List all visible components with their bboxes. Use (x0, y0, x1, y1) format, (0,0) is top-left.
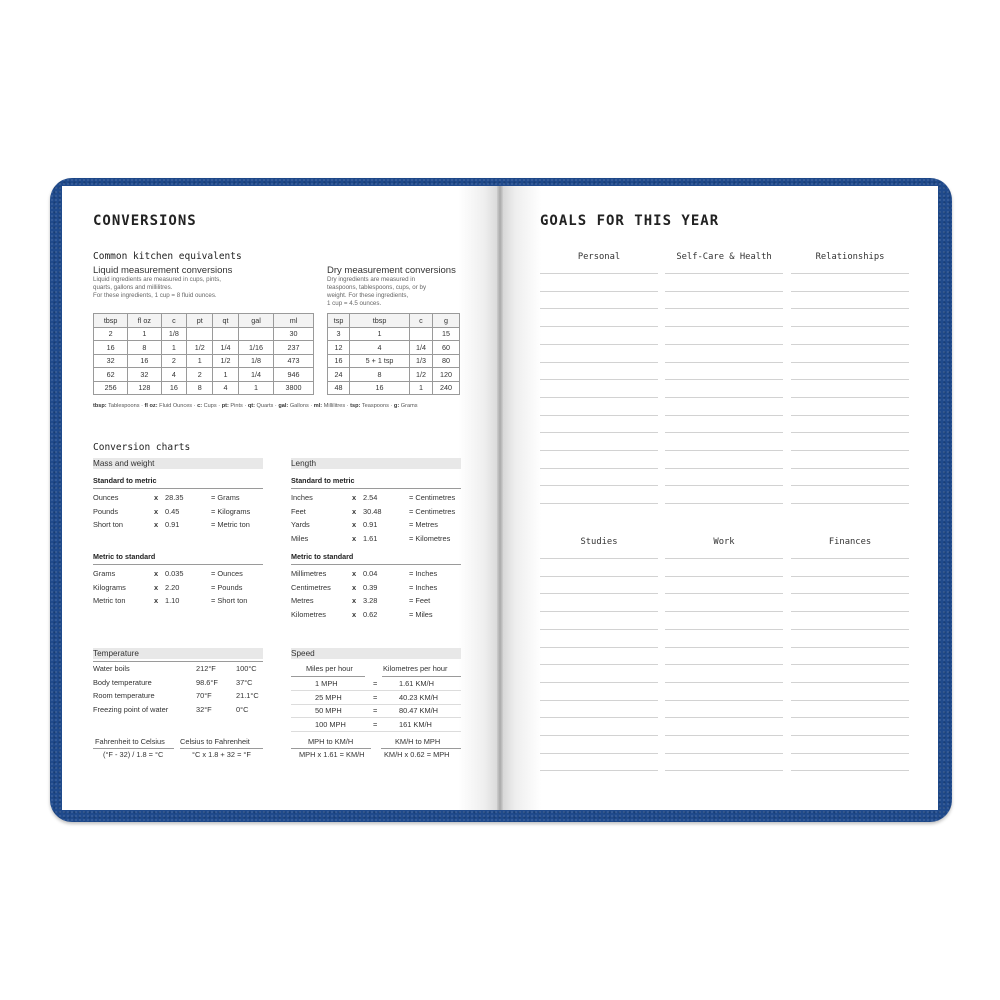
table-cell: 1 (350, 327, 410, 341)
writing-line[interactable] (791, 362, 909, 363)
writing-line[interactable] (540, 485, 658, 486)
writing-line[interactable] (540, 753, 658, 754)
table-cell: 16 (328, 354, 350, 368)
charts-heading: Conversion charts (93, 442, 191, 453)
writing-line[interactable] (540, 503, 658, 504)
table-cell (410, 327, 433, 341)
table-cell (213, 327, 239, 341)
writing-line[interactable] (665, 291, 783, 292)
writing-line[interactable] (665, 735, 783, 736)
writing-line[interactable] (791, 326, 909, 327)
table-cell: 1/16 (238, 341, 273, 355)
speed-columns: Miles per hour Kilometres per hour (306, 664, 448, 673)
divider (291, 564, 461, 565)
temperature-row: Freezing point of water 32°F 0°C (93, 704, 249, 714)
goal-column-title: Work (713, 537, 735, 547)
writing-line[interactable] (791, 397, 909, 398)
table-row (328, 341, 460, 355)
speed-row: 25 MPH = 40.23 KM/H (315, 692, 439, 702)
mph-to-kmh-label: MPH to KM/H (308, 737, 354, 746)
writing-line[interactable] (665, 273, 783, 274)
table-cell: 62 (94, 368, 128, 382)
writing-line[interactable] (540, 379, 658, 380)
conversion-row: Grams x 0.035 = Ounces (93, 569, 243, 578)
writing-line[interactable] (665, 362, 783, 363)
writing-line[interactable] (540, 770, 658, 771)
column-header: g (432, 314, 459, 328)
divider (93, 488, 263, 489)
table-cell: 1/4 (410, 341, 433, 355)
table-cell: 2 (187, 368, 213, 382)
table-row (328, 354, 460, 368)
writing-line[interactable] (791, 558, 909, 559)
mass-s2m-heading: Standard to metric (93, 476, 157, 485)
writing-line[interactable] (665, 485, 783, 486)
writing-line[interactable] (791, 415, 909, 416)
divider (291, 676, 365, 677)
writing-line[interactable] (540, 647, 658, 648)
c2f-formula: °C x 1.8 + 32 = °F (192, 750, 251, 759)
table-cell: 8 (187, 381, 213, 395)
conversion-row: Feet x 30.48 = Centimetres (291, 506, 456, 516)
writing-line[interactable] (540, 611, 658, 612)
goal-column-title: Finances (828, 537, 872, 547)
conversion-row: Inches x 2.54 = Centimetres (291, 493, 456, 502)
column-header: qt (213, 314, 239, 328)
table-cell: 473 (274, 354, 314, 368)
conversion-row: Ounces x 28.35 = Grams (93, 493, 240, 502)
conversion-row: Kilometres x 0.62 = Miles (291, 609, 433, 619)
writing-line[interactable] (791, 682, 909, 683)
table-cell: 1 (238, 381, 273, 395)
table-cell: 1/4 (238, 368, 273, 382)
writing-line[interactable] (791, 593, 909, 594)
table-row (94, 341, 314, 355)
writing-line[interactable] (665, 468, 783, 469)
writing-line[interactable] (665, 753, 783, 754)
writing-line[interactable] (540, 291, 658, 292)
table-cell: 15 (432, 327, 459, 341)
conversion-row: Yards x 0.91 = Metres (291, 520, 438, 529)
liquid-heading: Liquid measurement conversions (93, 265, 233, 276)
table-cell: 4 (161, 368, 187, 382)
liquid-conversion-table (93, 313, 314, 395)
conversion-row: Metric ton x 1.10 = Short ton (93, 596, 248, 605)
speed-heading-bar: Speed (291, 648, 461, 659)
writing-line[interactable] (540, 700, 658, 701)
abbreviation-legend: tbsp: Tablespoons · fl oz: Fluid Ounces · c: Cups · pt: Pints · qt: Quarts · gal: Gallons · ml: Millilitres · tsp: Teaspoons · g: Grams (93, 403, 418, 409)
writing-line[interactable] (791, 700, 909, 701)
temperature-row: Body temperature 98.6°F 37°C (93, 677, 253, 687)
writing-line[interactable] (665, 432, 783, 433)
table-cell: 237 (274, 341, 314, 355)
divider (291, 488, 461, 489)
table-row (328, 327, 460, 341)
column-header: gal (238, 314, 273, 328)
kmh-to-mph-formula: KM/H x 0.62 = MPH (384, 750, 450, 759)
legend-item: c: Cups (197, 403, 217, 409)
legend-item: qt: Quarts (247, 403, 274, 409)
divider (291, 690, 461, 691)
writing-line[interactable] (540, 576, 658, 577)
table-cell: 1/2 (213, 354, 239, 368)
table-row (94, 368, 314, 382)
column-header: fl oz (128, 314, 161, 328)
table-row (328, 368, 460, 382)
writing-line[interactable] (791, 468, 909, 469)
table-cell: 30 (274, 327, 314, 341)
table-row (328, 381, 460, 395)
table-cell: 120 (432, 368, 459, 382)
table-cell: 1/2 (187, 341, 213, 355)
column-header: c (161, 314, 187, 328)
divider (93, 564, 263, 565)
writing-line[interactable] (791, 770, 909, 771)
writing-line[interactable] (665, 379, 783, 380)
speed-row: 50 MPH = 80.47 KM/H (315, 706, 439, 715)
table-row (94, 327, 314, 341)
legend-item: tsp: Teaspoons (350, 403, 389, 409)
writing-line[interactable] (665, 397, 783, 398)
table-row (94, 354, 314, 368)
temperature-row: Room temperature 70°F 21.1°C (93, 691, 259, 700)
writing-line[interactable] (665, 308, 783, 309)
dry-note: Dry ingredients are measured in teaspoons, tablespoons, cups, or by weight. For these ingredients, 1 cup = 4.5 ounces. (327, 276, 427, 307)
length-m2s-heading: Metric to standard (291, 552, 354, 561)
conversion-row: Pounds x 0.45 = Kilograms (93, 506, 251, 516)
table-cell: 48 (328, 381, 350, 395)
writing-line[interactable] (540, 273, 658, 274)
writing-line[interactable] (791, 647, 909, 648)
writing-line[interactable] (665, 664, 783, 665)
table-cell: 8 (350, 368, 410, 382)
length-heading-bar: Length (291, 458, 461, 469)
column-header: tbsp (94, 314, 128, 328)
table-cell: 16 (161, 381, 187, 395)
writing-line[interactable] (540, 344, 658, 345)
writing-line[interactable] (791, 485, 909, 486)
writing-line[interactable] (791, 291, 909, 292)
divider (291, 731, 461, 732)
divider (381, 748, 461, 749)
legend-item: pt: Pints (221, 403, 243, 409)
legend-item: fl oz: Fluid Ounces (144, 403, 193, 409)
table-cell: 256 (94, 381, 128, 395)
table-cell: 4 (213, 381, 239, 395)
writing-line[interactable] (540, 397, 658, 398)
table-cell: 1/2 (410, 368, 433, 382)
table-cell: 1 (161, 341, 187, 355)
divider (93, 748, 174, 749)
writing-line[interactable] (665, 326, 783, 327)
writing-line[interactable] (540, 308, 658, 309)
writing-line[interactable] (540, 664, 658, 665)
table-cell: 3 (328, 327, 350, 341)
writing-line[interactable] (791, 273, 909, 274)
liquid-note: Liquid ingredients are measured in cups, pints, quarts, gallons and millilitres. For these ingredients, 1 cup = 8 fluid ounces. (93, 276, 221, 299)
writing-line[interactable] (791, 432, 909, 433)
table-cell: 12 (328, 341, 350, 355)
conversion-row: Kilograms x 2.20 = Pounds (93, 582, 243, 592)
writing-line[interactable] (665, 770, 783, 771)
writing-line[interactable] (665, 576, 783, 577)
table-row (94, 381, 314, 395)
writing-line[interactable] (665, 415, 783, 416)
table-cell: 1/4 (213, 341, 239, 355)
mass-m2s-heading: Metric to standard (93, 552, 156, 561)
table-cell: 16 (128, 354, 161, 368)
table-cell: 2 (161, 354, 187, 368)
column-header: tsp (328, 314, 350, 328)
goal-column-title: Personal (577, 252, 621, 262)
dry-heading: Dry measurement conversions (327, 265, 456, 276)
goal-column-title: Relationships (815, 252, 885, 262)
table-cell: 1 (128, 327, 161, 341)
writing-line[interactable] (665, 503, 783, 504)
goal-column-title: Self-Care & Health (676, 252, 772, 262)
table-cell: 32 (128, 368, 161, 382)
temperature-heading-bar: Temperature (93, 648, 263, 659)
writing-line[interactable] (540, 432, 658, 433)
conversion-row: Centimetres x 0.39 = Inches (291, 582, 438, 592)
column-header: ml (274, 314, 314, 328)
writing-line[interactable] (665, 700, 783, 701)
legend-item: tbsp: Tablespoons (93, 403, 140, 409)
table-cell: 1 (187, 354, 213, 368)
conversion-row: Miles x 1.61 = Kilometres (291, 533, 451, 543)
table-cell: 16 (94, 341, 128, 355)
table-cell: 3800 (274, 381, 314, 395)
writing-line[interactable] (540, 362, 658, 363)
writing-line[interactable] (665, 717, 783, 718)
length-s2m-heading: Standard to metric (291, 476, 355, 485)
writing-line[interactable] (665, 344, 783, 345)
writing-line[interactable] (791, 450, 909, 451)
writing-line[interactable] (540, 468, 658, 469)
mass-heading-bar: Mass and weight (93, 458, 263, 469)
temperature-row: Water boils 212°F 100°C (93, 664, 257, 673)
table-cell (187, 327, 213, 341)
writing-line[interactable] (791, 379, 909, 380)
divider (180, 748, 263, 749)
table-cell: 8 (128, 341, 161, 355)
writing-line[interactable] (791, 664, 909, 665)
f2c-label: Fahrenheit to Celsius (95, 737, 165, 746)
writing-line[interactable] (540, 415, 658, 416)
column-header: c (410, 314, 433, 328)
writing-line[interactable] (665, 647, 783, 648)
writing-line[interactable] (791, 735, 909, 736)
writing-line[interactable] (791, 717, 909, 718)
writing-line[interactable] (540, 450, 658, 451)
conversion-row: Short ton x 0.91 = Metric ton (93, 520, 250, 529)
table-cell: 4 (350, 341, 410, 355)
column-header: pt (187, 314, 213, 328)
f2c-formula: (°F - 32) / 1.8 = °C (103, 750, 164, 759)
goal-column-title: Studies (580, 537, 618, 547)
writing-line[interactable] (665, 450, 783, 451)
legend-item: gal: Gallons (278, 403, 309, 409)
kmh-to-mph-label: KM/H to MPH (395, 737, 441, 746)
conversions-title: CONVERSIONS (93, 213, 197, 229)
table-cell: 128 (128, 381, 161, 395)
table-cell: 1 (410, 381, 433, 395)
writing-line[interactable] (540, 593, 658, 594)
table-cell: 16 (350, 381, 410, 395)
writing-line[interactable] (540, 558, 658, 559)
writing-line[interactable] (540, 629, 658, 630)
goals-title: GOALS FOR THIS YEAR (540, 213, 720, 229)
divider (291, 748, 371, 749)
mph-to-kmh-formula: MPH x 1.61 = KM/H (299, 750, 365, 759)
writing-line[interactable] (791, 503, 909, 504)
divider (291, 704, 461, 705)
table-cell: 5 + 1 tsp (350, 354, 410, 368)
dry-conversion-table (327, 313, 460, 395)
writing-line[interactable] (791, 629, 909, 630)
table-cell: 946 (274, 368, 314, 382)
conversion-row: Millimetres x 0.04 = Inches (291, 569, 438, 578)
writing-line[interactable] (791, 753, 909, 754)
writing-line[interactable] (665, 629, 783, 630)
table-cell: 1/8 (161, 327, 187, 341)
table-cell: 32 (94, 354, 128, 368)
notebook-spine (497, 186, 503, 810)
writing-line[interactable] (540, 682, 658, 683)
speed-row: 100 MPH = 161 KM/H (315, 719, 432, 729)
writing-line[interactable] (665, 558, 783, 559)
table-cell: 1/8 (238, 354, 273, 368)
conversion-row: Metres x 3.28 = Feet (291, 596, 431, 605)
column-header: tbsp (350, 314, 410, 328)
divider (382, 676, 461, 677)
kitchen-heading: Common kitchen equivalents (93, 251, 242, 262)
table-cell (238, 327, 273, 341)
legend-item: ml: Millilitres (313, 403, 346, 409)
writing-line[interactable] (791, 576, 909, 577)
writing-line[interactable] (540, 735, 658, 736)
table-cell: 1 (213, 368, 239, 382)
writing-line[interactable] (791, 308, 909, 309)
writing-line[interactable] (540, 326, 658, 327)
writing-line[interactable] (540, 717, 658, 718)
writing-line[interactable] (791, 344, 909, 345)
writing-line[interactable] (665, 593, 783, 594)
table-cell: 240 (432, 381, 459, 395)
writing-line[interactable] (665, 682, 783, 683)
table-cell: 2 (94, 327, 128, 341)
divider (291, 717, 461, 718)
table-cell: 60 (432, 341, 459, 355)
speed-row: 1 MPH = 1.61 KM/H (315, 679, 434, 688)
writing-line[interactable] (791, 611, 909, 612)
table-cell: 80 (432, 354, 459, 368)
divider (93, 661, 263, 662)
writing-line[interactable] (665, 611, 783, 612)
table-cell: 1/3 (410, 354, 433, 368)
table-cell: 24 (328, 368, 350, 382)
legend-item: g: Grams (393, 403, 418, 409)
c2f-label: Celsius to Fahrenheit (180, 737, 250, 746)
